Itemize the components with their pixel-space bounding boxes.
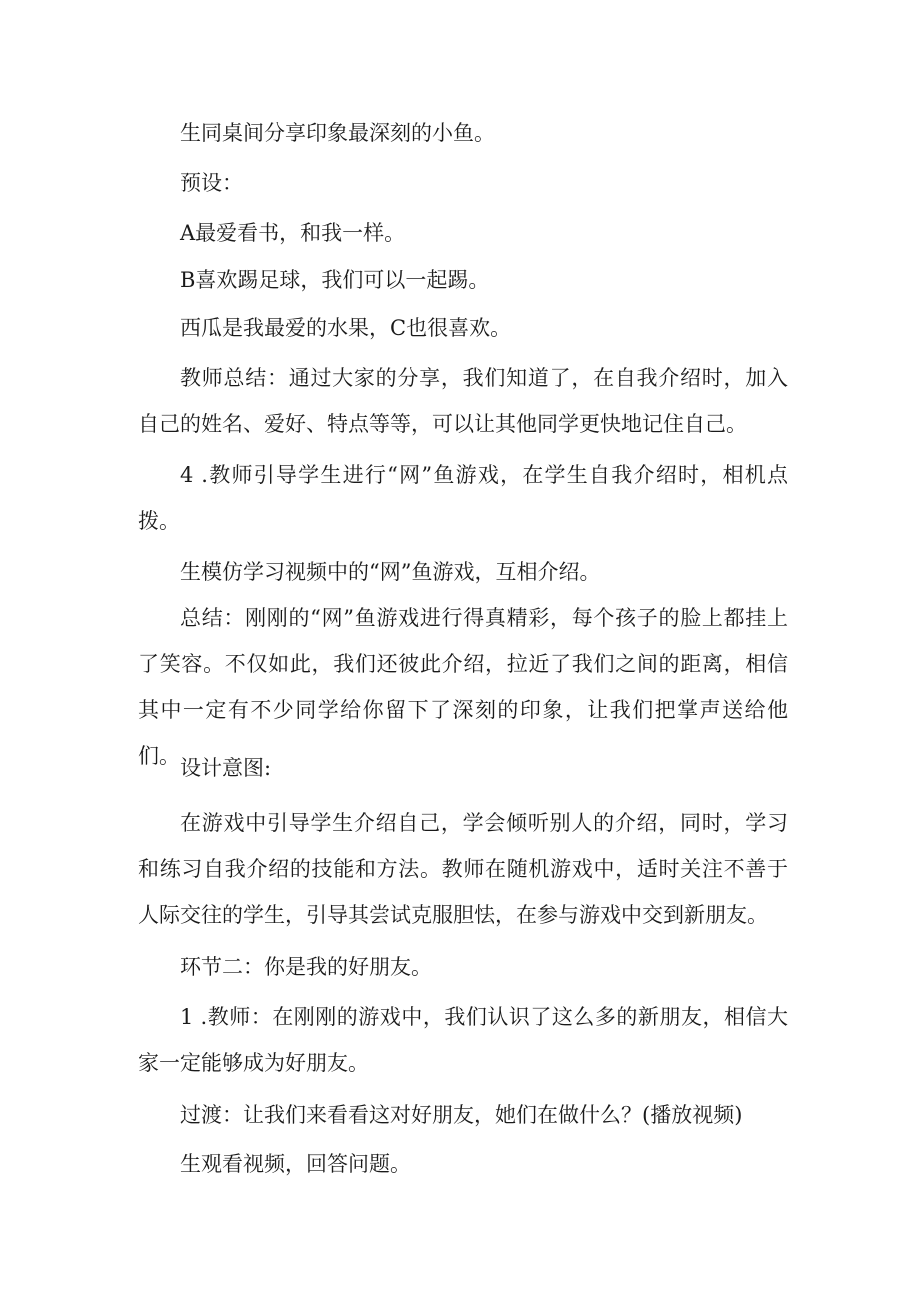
paragraph-design-intent: 在游戏中引导学生介绍自己，学会倾听别人的介绍，同时，学习和练习自我介绍的技能和方法。教师在随机游戏中，适时关注不善于人际交往的学生，引导其尝试克服胆怯，在参与游戏中交到新朋友。 — [138, 811, 788, 927]
paragraph-net-fish-game: 4 .教师引导学生进行“网”鱼游戏，在学生自我介绍时，相机点拨。 — [138, 463, 788, 533]
paragraph-transition: 过渡：让我们来看看这对好朋友，她们在做什么？(播放视频) — [180, 1103, 743, 1127]
paragraph-watch-video: 生观看视频，回答问题。 — [180, 1152, 411, 1176]
paragraph-share: 生同桌间分享印象最深刻的小鱼。 — [180, 121, 495, 145]
paragraph-summary: 总结：刚刚的“网”鱼游戏进行得真精彩，每个孩子的脸上都挂上了笑容。不仅如此，我们还彼此介绍，拉近了我们之间的距离，相信其中一定有不少同学给你留下了深刻的印象，让我们把掌声送给他们。 — [138, 606, 788, 768]
paragraph-design-intent-heading: 设计意图: — [180, 756, 272, 780]
paragraph-teacher-friends: 1 .教师：在刚刚的游戏中，我们认识了这么多的新朋友，相信大家一定能够成为好朋友。 — [138, 1005, 788, 1075]
paragraph-a: A最爱看书，和我一样。 — [180, 221, 406, 245]
paragraph-imitate: 生模仿学习视频中的“网”鱼游戏，互相介绍。 — [180, 560, 601, 584]
paragraph-section-two: 环节二：你是我的好朋友。 — [180, 955, 432, 979]
paragraph-teacher-summary: 教师总结：通过大家的分享，我们知道了，在自我介绍时，加入自己的姓名、爱好、特点等等，可以让其他同学更快地记住自己。 — [138, 366, 788, 436]
paragraph-c: 西瓜是我最爱的水果，C也很喜欢。 — [180, 316, 512, 340]
paragraph-preset: 预设： — [180, 171, 243, 195]
paragraph-b: B喜欢踢足球，我们可以一起踢。 — [180, 268, 490, 292]
